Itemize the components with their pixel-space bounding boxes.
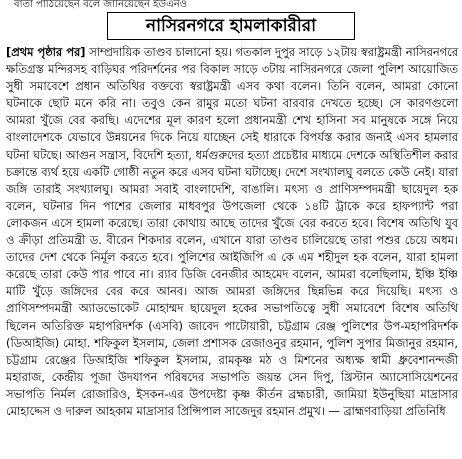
headline: নাসিরনগরে হামলাকারীরা <box>145 16 317 36</box>
article-text: সাম্প্রদায়িক তাণ্ডব চালানো হয়। গতকাল দুপুর সাড়ে ১২টায় স্বরাষ্ট্রমন্ত্রী নাসিরনগরে ক্ষতিগ্রস্ত মন্দিরসহ বাড়িঘর পরিদর্শনের পর বিকাল সাড়ে ৩টায় নাসিরনগরে জেলা পুলিশ আয়োজিত সুধী সমাবেশে প্রধান অতিথির বক্তব্যে স্বরাষ্ট্রমন্ত্রী এসব কথা বলেন। তিনি বলেন, আমরা কোনো ঘটনাকে ছোট মনে করি না। তবুও কেন রামুর মতো ঘটনা বারবার দেখতে হচ্ছে। সে কারণগুলো আমরা খুঁজে বের করছি। এদেশের মূল কারণ হলো প্রধানমন্ত্রী শেখ হাসিনা সব মানুষকে সঙ্গে নিয়ে বাংলাদেশকে যেভাবে উন্নয়নের দিকে নিয়ে যাচ্ছেন সেই ধারাকে বিপর্যস্ত করার জন্যই এসব হামলার ঘটনা ঘটছে। আগুন সন্ত্রাস, বিদেশি হত্যা, ধর্মগুরুদের হত্যা প্রচেষ্টার মাধ্যমে দেশকে অস্থিতিশীল করার চক্রান্তে ব্যর্থ হয়ে একটি গোষ্ঠী নতুন করে এসব ঘটনা ঘটাচ্ছে। দেশে সংখ্যালঘু বলতে কেউ নেই। যারা জঙ্গি তারাই সংখ্যালঘু। আমরা সবাই বাংলাদেশি, বাঙালি। মৎস্য ও প্রাণিসম্পদমন্ত্রী ছায়েদুল হক বলেন, ঘটনার দিন পাশের জেলার মাধবপুর উপজেলা থেকে ১৪টি ট্রাকে করে হাফপ্যান্ট পরা লোকজন এসে হামলা করেছে। তারা কোথায় আছে তাদের খুঁজে বের করতে হবে। বিশেষ অতিথি যুব ও ক্রীড়া প্রতিমন্ত্রী ড. বীরেন শিকদার বলেন, এখানে যারা তাণ্ডব চালিয়েছে তারা পশুর চেয়ে অধম। তাদের দেশ থেকে নির্মূল করতে হবে। পুলিশের আইজিপি এ কে এম শহীদুল হক বলেন, যারা হামলা করেছে তারা কেউ পার পাবে না। র‌্যাব ডিজি বেনজীর আহমেদ বলেন, আমরা বলেছিলাম, ইঞ্চি ইঞ্চি মাটি খুঁড়ে জঙ্গিদের বের করে আনব। আজ আমরা জঙ্গিদের ছিন্নভিন্ন করে দিয়েছি। মৎস্য ও প্রাণিসম্পদমন্ত্রী অ্যাডভোকেট মোহাম্মদ ছায়েদুল হকের সভাপতিত্বে সুধী সমাবেশে বিশেষ অতিথি ছিলেন অতিরিক্ত মহাপরিদর্শক (এসবি) জাবেদ পাটোয়ারী, চট্টগ্রাম রেঞ্জ পুলিশের উপ-মহাপরিদর্শক (ডিআইজি) মোহা. শফিকুল ইসলাম, জেলা প্রশাসক রেজাওনুর রহমান, পুলিশ সুপার মিজানুর রহমান, চট্টগ্রাম রেঞ্জের ডিআইজি শফিকুল ইসলাম, রামকৃষ্ণ মঠ ও মিশনের অধ্যক্ষ স্বামী ধ্রুবেশানন্দজী মহারাজ, কেন্দ্রীয় পূজা উদযাপন পরিষদের সভাপতি জয়ন্ত সেন দিপু, খ্রিস্টান অ্যাসোসিয়েশনের সভাপতি নির্মল রোজারিও, ইসকন-এর উপদেষ্টা কৃষ্ণ কীর্তন ব্রহ্মচারী, জামিয়া ইউনুছিয়া মাদ্রাসার মোহাদ্দেস ও দারুল আহকাম মাদ্রাসার প্রিন্সিপাল সাজেদুর রহমান প্রমুখ। <box>6 45 458 418</box>
reporter-credit: — ব্রাহ্মণবাড়িয়া প্রতিনিধি <box>328 403 446 418</box>
continuation-byline: [প্রথম পৃষ্ঠার পর] <box>6 45 86 59</box>
cut-off-previous-line: বার্তা পাঠিয়েছেন বলে জানিয়েছেন ইউএনও <box>14 0 188 9</box>
article-body <box>6 44 458 420</box>
headline-box <box>107 12 355 40</box>
